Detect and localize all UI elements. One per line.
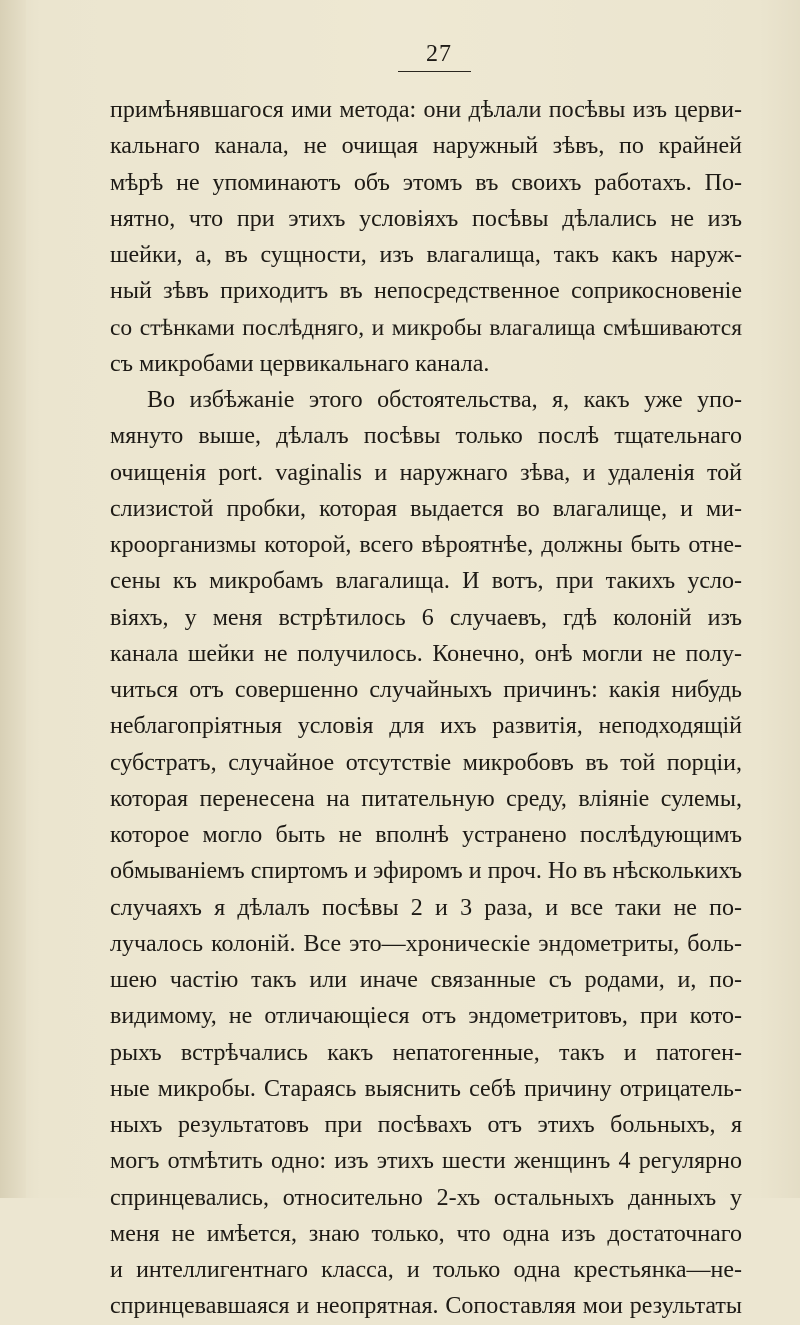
text-line: обмываніемъ спиртомъ и эфиромъ и проч. Но въ нѣсколькихъ: [110, 858, 742, 885]
text-line: случаяхъ я дѣлалъ посѣвы 2 и 3 раза, и все таки не по-: [110, 894, 742, 921]
text-line: съ микробами цервикальнаго канала.: [110, 350, 490, 377]
text-line: очищенія port. vaginalis и наружнаго зѣва, и удаленія той: [110, 459, 742, 486]
text-line: шею частію такъ или иначе связанные съ родами, и, по-: [110, 967, 742, 993]
text-line: со стѣнками послѣдняго, и микробы влагалища смѣшиваются: [110, 314, 742, 341]
text-line: спринцевавшаяся и неопрятная. Сопоставляя мои результаты: [110, 1293, 742, 1320]
text-line: віяхъ, у меня встрѣтилось 6 случаевъ, гдѣ колоній изъ: [110, 604, 742, 631]
text-line: кальнаго канала, не очищая наружный зѣвъ, по крайней: [110, 133, 742, 160]
text-line: шейки, а, въ сущности, изъ влагалища, такъ какъ наруж-: [110, 242, 742, 268]
text-line: спринцевались, относительно 2-хъ остальныхъ данныхъ у: [110, 1184, 742, 1211]
text-line: ныхъ результатовъ при посѣвахъ отъ этихъ больныхъ, я: [110, 1112, 742, 1138]
text-line: нятно, что при этихъ условіяхъ посѣвы дѣлались не изъ: [110, 205, 742, 232]
text-line: Во избѣжаніе этого обстоятельства, я, какъ уже упо-: [147, 387, 742, 413]
text-line: меня не имѣется, знаю только, что одна изъ достаточнаго: [110, 1220, 742, 1247]
text-line: кроорганизмы которой, всего вѣроятнѣе, должны быть отне-: [110, 532, 742, 558]
text-line: рыхъ встрѣчались какъ непатогенные, такъ и патоген-: [110, 1039, 742, 1066]
body-text: [110, 92, 742, 1325]
page-gutter-shadow: [0, 0, 26, 1198]
text-line: мѣрѣ не упоминаютъ объ этомъ въ своихъ работахъ. По-: [110, 169, 742, 196]
text-line: видимому, не отличающіеся отъ эндометритовъ, при кото-: [110, 1003, 742, 1030]
text-line: мянуто выше, дѣлалъ посѣвы только послѣ тщательнаго: [110, 423, 742, 450]
text-line: которое могло быть не вполнѣ устранено послѣдующимъ: [110, 822, 742, 848]
text-line: могъ отмѣтить одно: изъ этихъ шести женщинъ 4 регулярно: [110, 1148, 742, 1175]
text-line: неблагопріятныя условія для ихъ развитія, неподходящій: [110, 713, 742, 740]
text-line: лучалось колоній. Все это—хроническіе эндометриты, боль-: [110, 930, 742, 957]
text-line: которая перенесена на питательную среду, вліяніе сулемы,: [110, 785, 742, 812]
text-line: примѣнявшагося ими метода: они дѣлали посѣвы изъ церви-: [110, 97, 742, 123]
text-line: канала шейки не получилось. Конечно, онѣ могли не полу-: [110, 640, 742, 667]
text-line: субстратъ, случайное отсутствіе микробовъ въ той порціи,: [110, 749, 742, 776]
text-line: и интеллигентнаго класса, и только одна крестьянка—не-: [110, 1257, 742, 1283]
text-line: читься отъ совершенно случайныхъ причинъ: какія нибудь: [110, 677, 742, 703]
text-line: ные микробы. Стараясь выяснить себѣ причину отрицатель-: [110, 1075, 742, 1102]
page-number-rule: [398, 71, 471, 72]
page-number: 27: [426, 41, 452, 67]
text-line: сены къ микробамъ влагалища. И вотъ, при такихъ усло-: [110, 568, 742, 595]
text-line: слизистой пробки, которая выдается во влагалище, и ми-: [110, 495, 742, 522]
text-line: ный зѣвъ приходитъ въ непосредственное соприкосновеніе: [110, 278, 742, 305]
